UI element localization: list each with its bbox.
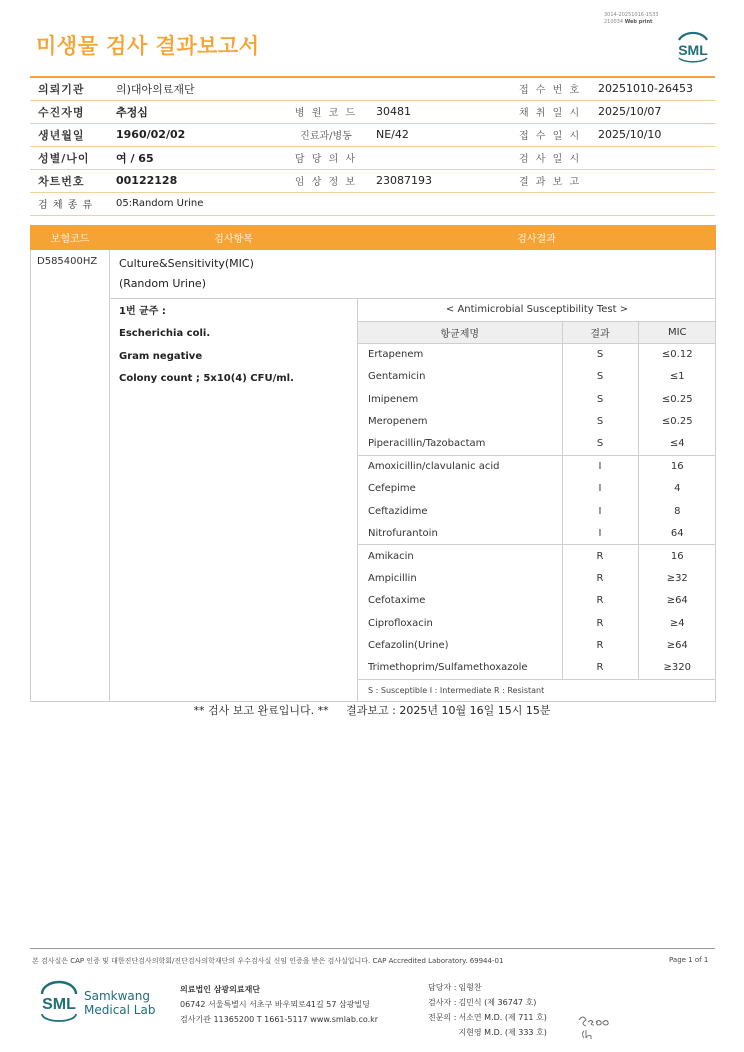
ast-mic: ≤0.25 [638, 411, 716, 433]
ast-drug-name: Ertapenem [368, 349, 424, 361]
info-value [370, 146, 508, 169]
print-meta-id: 3014-20251016-1533 [604, 12, 659, 18]
info-value: 05:Random Urine [110, 192, 715, 215]
ast-mic: ≤1 [638, 366, 716, 388]
ast-legend: S : Susceptible I : Intermediate R : Resistant [358, 679, 716, 701]
ast-result: S [562, 388, 638, 410]
completion-line [0, 702, 744, 718]
print-meta [604, 12, 659, 26]
ast-header-row [358, 321, 716, 343]
results-header-row [31, 226, 716, 250]
ast-drug-name: Ciprofloxacin [368, 617, 433, 629]
ast-drug-name: Ampicillin [368, 572, 417, 584]
info-label: 검 체 종 류 [30, 192, 110, 215]
info-value: 20251010-26453 [592, 77, 715, 100]
info-value: 23087193 [370, 169, 508, 192]
info-value [592, 146, 715, 169]
ast-cell [358, 299, 716, 702]
info-label: 성별/나이 [30, 146, 110, 169]
print-meta-code: 210034 [604, 19, 624, 25]
ast-mic: 16 [638, 545, 716, 567]
ast-mic: ≥4 [638, 612, 716, 634]
info-value: 추정심 [110, 100, 282, 123]
ast-result: S [562, 411, 638, 433]
ast-mic: ≥32 [638, 567, 716, 589]
ast-mic: ≥320 [638, 657, 716, 679]
info-value [592, 169, 715, 192]
culture-row [31, 299, 716, 702]
ast-row [358, 500, 716, 522]
ast-result: S [562, 343, 638, 365]
info-row [30, 169, 715, 192]
ast-row [358, 657, 716, 679]
staff-role: 검사자 : [428, 998, 457, 1007]
staff-name: 서소연 M.D. (제 711 호) [458, 1013, 547, 1022]
ast-drug-name: Gentamicin [368, 371, 426, 383]
ast-row [358, 388, 716, 410]
info-label: 접 수 번 호 [508, 77, 592, 100]
staff-row [428, 980, 549, 995]
info-label: 생년월일 [30, 123, 110, 146]
ast-mic: 64 [638, 523, 716, 545]
header-item: 검사항목 [110, 226, 358, 250]
colony-count: Colony count ; 5x10(4) CFU/ml. [119, 373, 294, 385]
ast-result: R [562, 634, 638, 656]
insurance-code: D585400HZ [31, 250, 110, 702]
info-label: 차트번호 [30, 169, 110, 192]
ast-row [358, 612, 716, 634]
ast-result: R [562, 657, 638, 679]
ast-result: I [562, 455, 638, 477]
ast-result: I [562, 478, 638, 500]
staff-name: 김민식 (제 36747 호) [458, 998, 537, 1007]
info-value: 여 / 65 [110, 146, 282, 169]
ast-drug-name: Imipenem [368, 393, 419, 405]
info-value: 00122128 [110, 169, 282, 192]
info-label: 채 취 일 시 [508, 100, 592, 123]
ast-row [358, 455, 716, 477]
info-label: 접 수 일 시 [508, 123, 592, 146]
ast-mic: ≥64 [638, 590, 716, 612]
ast-drug-name: Piperacillin/Tazobactam [368, 438, 486, 450]
org-address: 06742 서울특별시 서초구 바우뫼로41길 57 삼광빌딩 [180, 1000, 370, 1009]
info-label: 병 원 코 드 [282, 100, 370, 123]
ast-row [358, 567, 716, 589]
info-value: NE/42 [370, 123, 508, 146]
print-meta-mode: Web print [624, 19, 653, 25]
organism-name: Escherichia coli. [119, 328, 211, 340]
ast-result: I [562, 523, 638, 545]
ast-result: S [562, 366, 638, 388]
ast-drug-name: Cefotaxime [368, 595, 426, 607]
ast-result: I [562, 500, 638, 522]
staff-row [428, 995, 549, 1010]
ast-mic: 4 [638, 478, 716, 500]
footer-divider [30, 948, 715, 949]
ast-result: R [562, 545, 638, 567]
ast-row [358, 545, 716, 567]
test-row [31, 250, 716, 299]
test-name: Culture&Sensitivity(MIC) [119, 257, 254, 270]
ast-drug-name: Ceftazidime [368, 505, 428, 517]
info-row [30, 123, 715, 146]
report-time: 결과보고 : 2025년 10월 16일 15시 15분 [346, 704, 551, 717]
info-value: 1960/02/02 [110, 123, 282, 146]
accreditation-note: 본 검사실은 CAP 인증 및 대한진단검사의학회/진단검사의학재단의 우수검사실 신임 인증을 받은 검사실입니다. CAP Accredited Laboratory. 69944-01 [32, 957, 504, 965]
ast-row [358, 590, 716, 612]
ast-mic: ≥64 [638, 634, 716, 656]
samkwang-logo-icon [36, 978, 82, 1026]
info-row [30, 192, 715, 215]
info-label: 검 사 일 시 [508, 146, 592, 169]
ast-drug-name: Cefepime [368, 483, 416, 495]
gram-stain: Gram negative [119, 350, 203, 362]
info-row [30, 100, 715, 123]
specimen-note: (Random Urine) [119, 277, 206, 290]
info-value: 2025/10/10 [592, 123, 715, 146]
wordmark-line2: Medical Lab [84, 1003, 156, 1017]
info-label: 담 당 의 사 [282, 146, 370, 169]
organization-info [180, 982, 378, 1027]
ast-result: S [562, 433, 638, 455]
ast-title: < Antimicrobial Susceptibility Test > [358, 299, 716, 321]
ast-row [358, 523, 716, 545]
ast-table [358, 299, 716, 701]
report-title: 미생물 검사 결과보고서 [36, 34, 260, 58]
info-label: 진료과/병동 [282, 123, 370, 146]
completion-message: ** 검사 보고 완료입니다. ** [193, 704, 329, 717]
ast-drug-name: Trimethoprim/Sulfamethoxazole [368, 662, 528, 674]
wordmark-line1: Samkwang [84, 989, 150, 1003]
test-item [110, 250, 716, 299]
staff-role [428, 1025, 458, 1040]
ast-row [358, 343, 716, 365]
staff-role: 전문의 : [428, 1013, 457, 1022]
info-value: 30481 [370, 100, 508, 123]
staff-row [428, 1025, 549, 1040]
ast-mic: ≤0.25 [638, 388, 716, 410]
info-value: 2025/10/07 [592, 100, 715, 123]
ast-header-mic: MIC [638, 321, 716, 343]
ast-mic: 16 [638, 455, 716, 477]
ast-row [358, 411, 716, 433]
staff-row [428, 1010, 549, 1025]
ast-result: R [562, 590, 638, 612]
ast-drug-name: Nitrofurantoin [368, 527, 438, 539]
page-number: Page 1 of 1 [669, 956, 709, 964]
info-label: 결 과 보 고 [508, 169, 592, 192]
sml-logo-icon [672, 28, 714, 64]
ast-row [358, 478, 716, 500]
sml-logo-text: SML [678, 42, 708, 58]
ast-drug-name: Amikacin [358, 545, 562, 567]
samkwang-wordmark [84, 989, 155, 1017]
ast-row [358, 366, 716, 388]
ast-mic: ≤0.12 [638, 343, 716, 365]
signature-icon [576, 1010, 610, 1040]
results-table [30, 225, 716, 702]
ast-mic: 8 [638, 500, 716, 522]
info-value: 의)대아의료재단 [110, 77, 508, 100]
staff-name: 임형찬 [458, 983, 482, 992]
ast-row [358, 433, 716, 455]
org-contact: 검사기관 11365200 T 1661-5117 www.smlab.co.kr [180, 1015, 379, 1024]
info-row [30, 146, 715, 169]
staff-name: 지현영 M.D. (제 333 호) [458, 1028, 547, 1037]
ast-result: R [562, 612, 638, 634]
info-label: 임 상 정 보 [282, 169, 370, 192]
samkwang-logo-text: SML [42, 996, 76, 1013]
info-label: 의뢰기관 [30, 77, 110, 100]
ast-drug-name: Cefazolin(Urine) [368, 640, 449, 652]
ast-row [358, 634, 716, 656]
ast-mic: ≤4 [638, 433, 716, 455]
org-name: 의료법인 삼광의료재단 [180, 985, 261, 994]
ast-drug-name: Meropenem [368, 416, 428, 428]
staff-role: 담당자 : [428, 983, 457, 992]
ast-header-result: 결과 [562, 321, 638, 343]
ast-header-drug: 항균제명 [358, 321, 562, 343]
info-label: 수진자명 [30, 100, 110, 123]
header-result: 검사결과 [358, 226, 716, 250]
organism-info [110, 299, 358, 702]
staff-list [428, 980, 549, 1040]
organism-label: 1번 균주 : [119, 306, 166, 317]
header-code: 보험코드 [31, 226, 110, 250]
ast-result: R [562, 567, 638, 589]
patient-info-table [30, 76, 715, 216]
ast-drug-name: Amoxicillin/clavulanic acid [358, 455, 562, 477]
info-row [30, 77, 715, 100]
